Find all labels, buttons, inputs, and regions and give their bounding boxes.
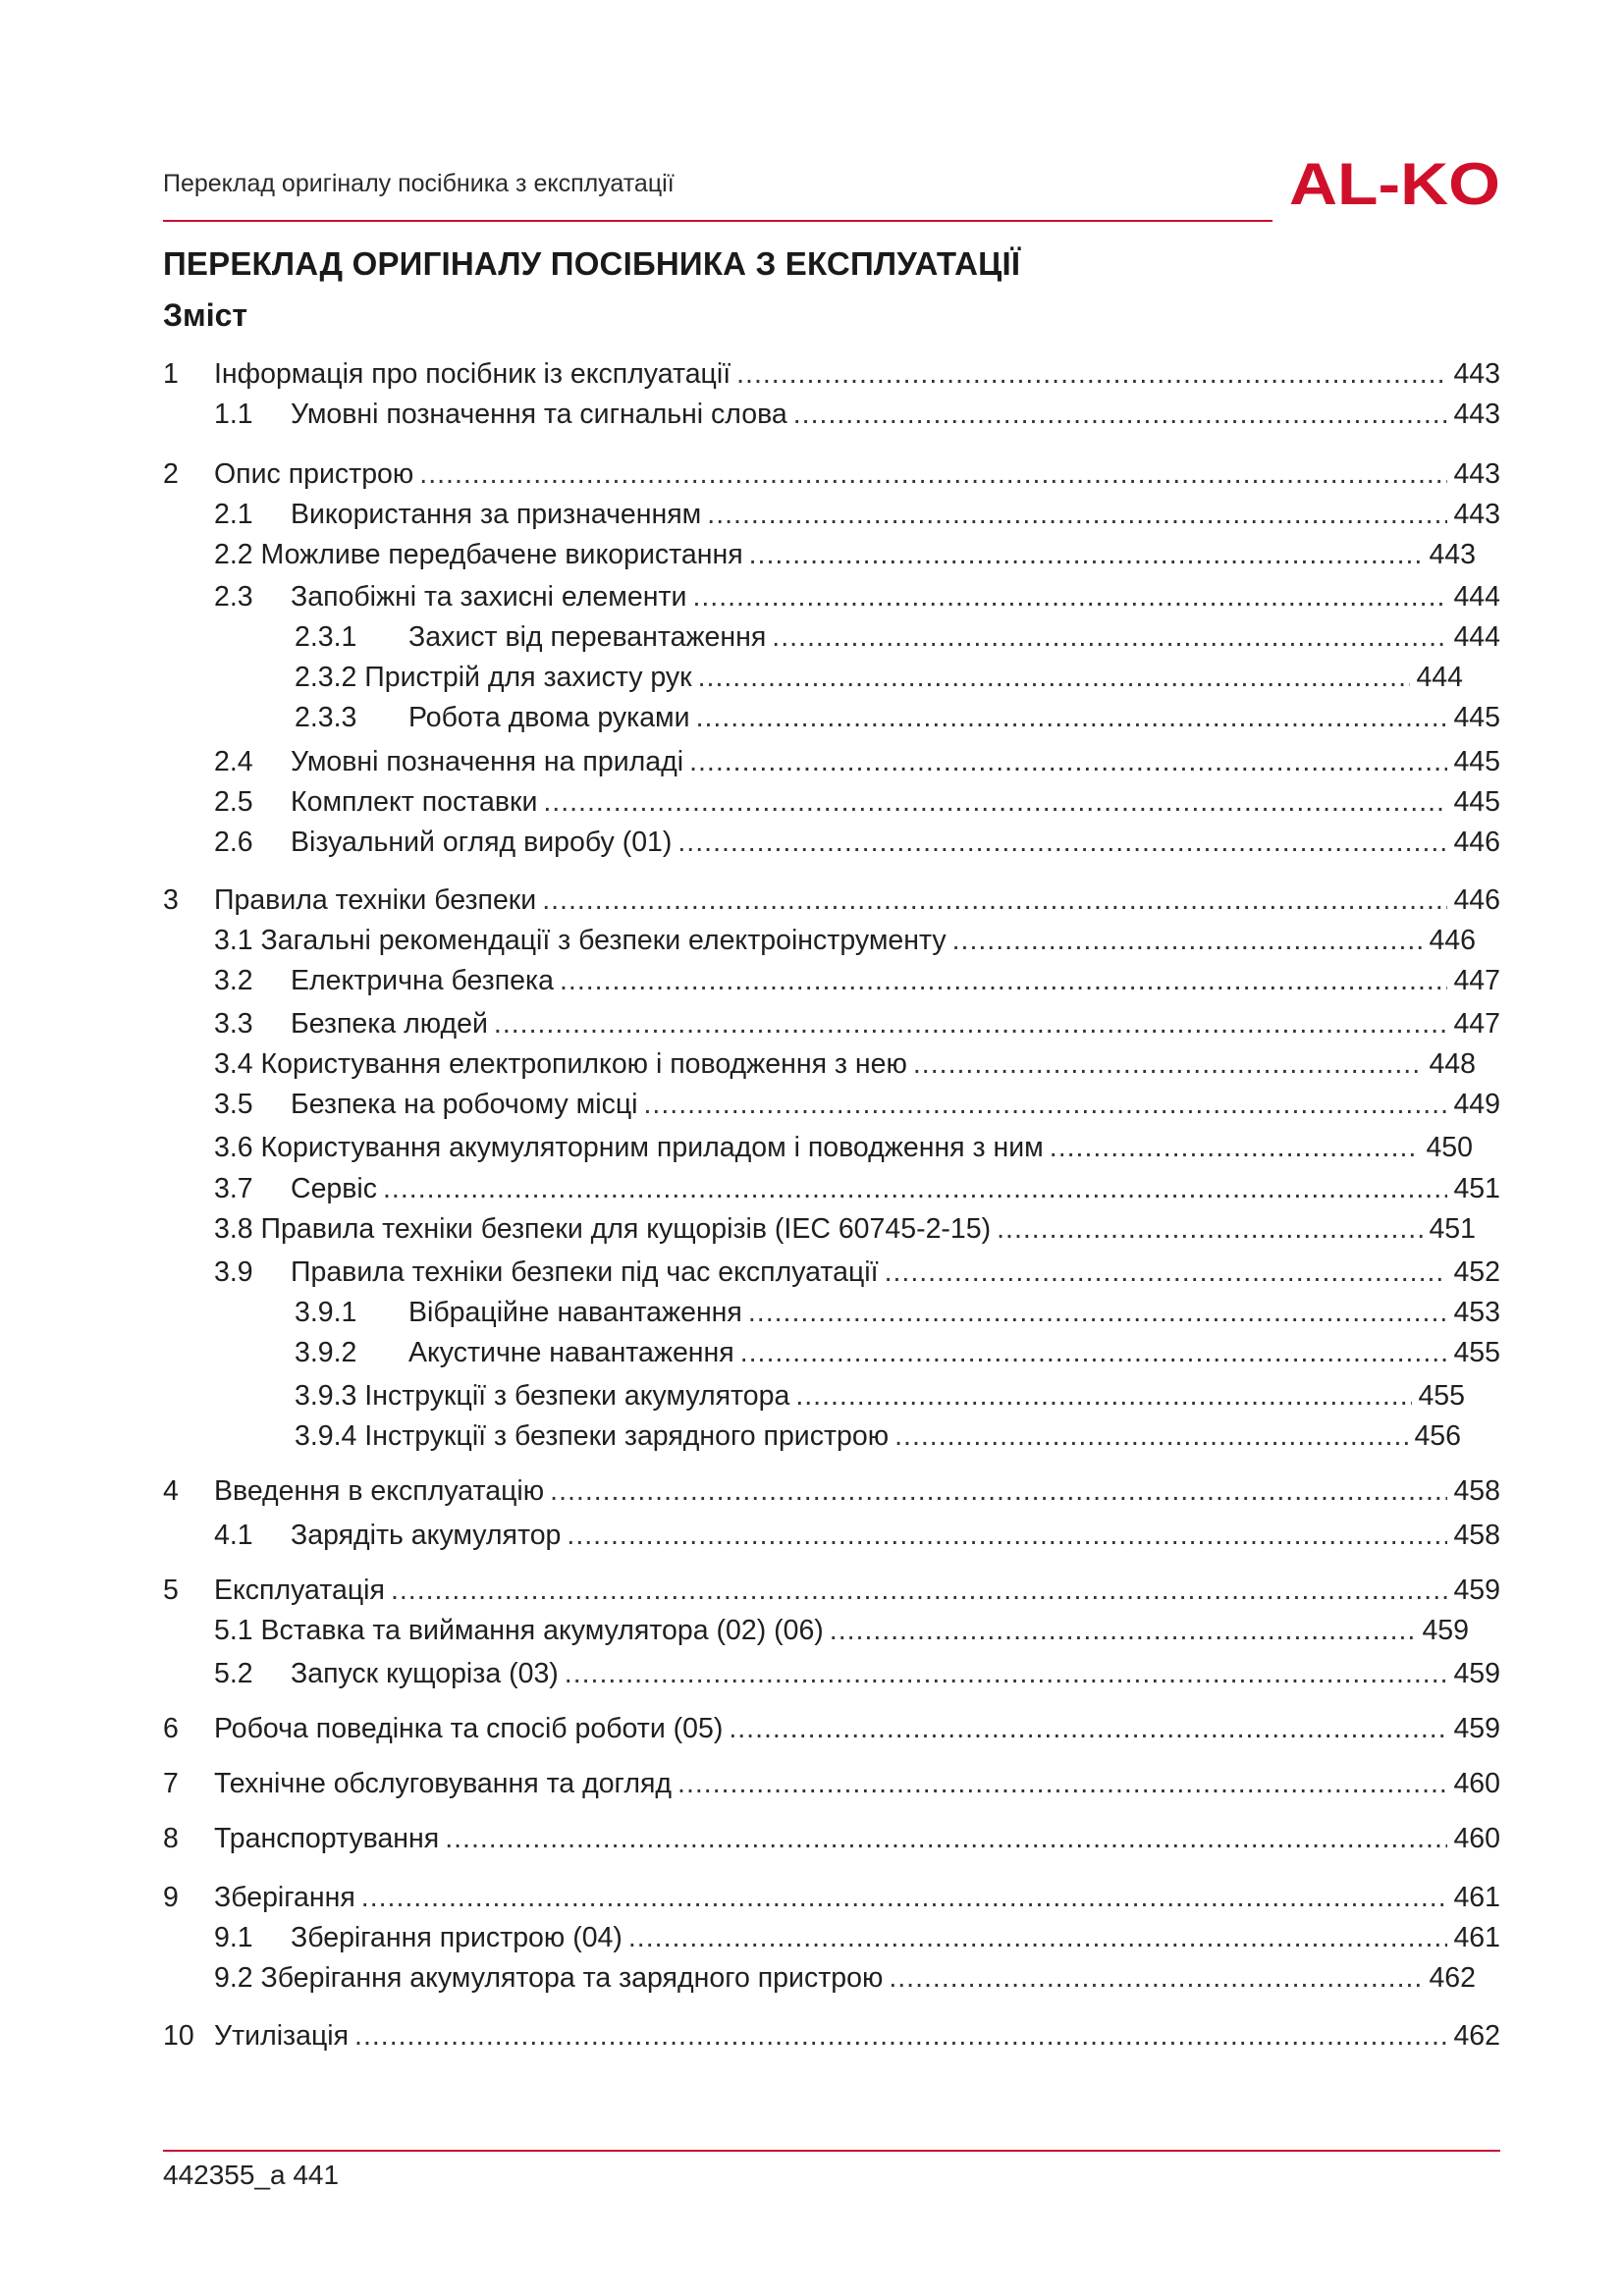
toc-leader-dots — [565, 1657, 1448, 1690]
toc-entry-title: Зарядіть акумулятор — [291, 1520, 562, 1551]
toc-entry-number: 3.9.1 — [295, 1297, 357, 1328]
toc-entry-page: 443 — [1429, 539, 1476, 570]
toc-entry-page: 446 — [1453, 827, 1500, 858]
toc-entry-title: Зберігання — [214, 1882, 355, 1913]
toc-leader-dots — [494, 1007, 1448, 1041]
page-footer: 442355_a 441 — [163, 2160, 340, 2190]
toc-entry-page: 445 — [1453, 702, 1500, 733]
toc-entry-number: 5.2 — [214, 1658, 253, 1689]
toc-entry[interactable] — [214, 964, 1500, 997]
toc-entry-number: 6 — [163, 1713, 179, 1744]
toc-entry[interactable] — [214, 1212, 1476, 1246]
toc-entry-title: Акустичне навантаження — [408, 1337, 734, 1368]
toc-entry-title: Зберігання пристрою (04) — [291, 1922, 623, 1953]
toc-leader-dots — [889, 1961, 1423, 1995]
toc-entry[interactable] — [295, 1419, 1461, 1453]
toc-entry-title: Опис пристрою — [214, 458, 414, 490]
toc-entry-title: Утилізація — [214, 2020, 350, 2052]
toc-entry-page: 461 — [1453, 1922, 1500, 1953]
toc-entry[interactable] — [214, 498, 1500, 531]
toc-entry-title: 3.6 Користування акумуляторним приладом і поводження з ним — [214, 1132, 1044, 1163]
toc-entry-title: Використання за призначенням — [291, 499, 702, 530]
toc-leader-dots — [692, 580, 1447, 614]
toc-leader-dots — [894, 1419, 1408, 1453]
toc-entry-page: 444 — [1453, 581, 1500, 613]
toc-entry[interactable] — [163, 457, 1500, 491]
toc-entry[interactable] — [214, 1961, 1476, 1995]
toc-entry-title: 3.8 Правила техніки безпеки для кущорізів (IEC 60745-2-15) — [214, 1213, 992, 1245]
toc-entry-title: Технічне обслуговування та догляд — [214, 1768, 673, 1799]
toc-leader-dots — [1050, 1131, 1421, 1164]
toc-leader-dots — [795, 1379, 1412, 1413]
toc-entry-title: 9.2 Зберігання акумулятора та зарядного пристрою — [214, 1962, 884, 1994]
toc-entry[interactable] — [214, 924, 1476, 957]
toc-entry[interactable] — [295, 701, 1500, 734]
toc-leader-dots — [698, 661, 1411, 694]
toc-entry-page: 450 — [1426, 1132, 1473, 1163]
toc-entry-title: Правила техніки безпеки — [214, 884, 537, 916]
toc-entry-number: 5 — [163, 1575, 179, 1606]
toc-entry-title: 3.9.3 Інструкції з безпеки акумулятора — [295, 1380, 790, 1412]
toc-leader-dots — [677, 1767, 1447, 1800]
toc-leader-dots — [644, 1088, 1448, 1121]
toc-entry[interactable] — [214, 785, 1500, 819]
toc-entry-title: 5.1 Вставка та виймання акумулятора (02) (06) — [214, 1615, 824, 1646]
toc-leader-dots — [952, 924, 1424, 957]
toc-entry-title: Робота двома руками — [408, 702, 690, 733]
toc-entry[interactable] — [295, 1336, 1500, 1369]
toc-entry-page: 459 — [1453, 1658, 1500, 1689]
toc-entry-number: 3 — [163, 884, 179, 916]
footer-rule — [163, 2150, 1500, 2152]
toc-entry-number: 3.9 — [214, 1256, 253, 1288]
toc-entry-title: Транспортування — [214, 1823, 440, 1854]
alko-logo-text: AL-KO — [1289, 157, 1500, 212]
toc-leader-dots — [361, 1881, 1448, 1914]
toc-entry[interactable] — [163, 1881, 1500, 1914]
toc-entry-page: 459 — [1453, 1575, 1500, 1606]
toc-entry-page: 451 — [1453, 1173, 1500, 1204]
toc-entry-page: 444 — [1453, 621, 1500, 653]
toc-entry-number: 2 — [163, 458, 179, 490]
toc-entry-title: Електрична безпека — [291, 965, 554, 996]
toc-entry-page: 447 — [1453, 1008, 1500, 1040]
toc-entry[interactable] — [163, 357, 1500, 391]
toc-leader-dots — [689, 745, 1447, 778]
toc-leader-dots — [542, 883, 1447, 917]
toc-entry-number: 8 — [163, 1823, 179, 1854]
toc-entry-page: 445 — [1453, 746, 1500, 777]
toc-entry-page: 453 — [1453, 1297, 1500, 1328]
toc-entry-number: 2.6 — [214, 827, 253, 858]
toc-heading: Зміст — [163, 297, 248, 333]
toc-entry[interactable] — [214, 580, 1500, 614]
toc-entry-page: 443 — [1453, 499, 1500, 530]
toc-entry[interactable] — [214, 745, 1500, 778]
toc-leader-dots — [885, 1255, 1448, 1289]
toc-entry[interactable] — [163, 1474, 1500, 1508]
toc-entry[interactable] — [295, 1296, 1500, 1329]
toc-entry[interactable] — [214, 1131, 1473, 1164]
toc-entry[interactable] — [163, 2019, 1500, 2053]
toc-entry-title: Запуск кущоріза (03) — [291, 1658, 559, 1689]
toc-entry-number: 9.1 — [214, 1922, 253, 1953]
toc-leader-dots — [391, 1574, 1448, 1607]
toc-leader-dots — [445, 1822, 1447, 1855]
toc-entry-number: 9 — [163, 1882, 179, 1913]
toc-entry[interactable] — [214, 1007, 1500, 1041]
toc-leader-dots — [707, 498, 1447, 531]
toc-entry-title: Комплект поставки — [291, 786, 538, 818]
toc-entry-page: 446 — [1453, 884, 1500, 916]
toc-entry-number: 3.7 — [214, 1173, 253, 1204]
toc-entry-title: 2.3.2 Пристрій для захисту рук — [295, 662, 692, 693]
toc-entry-title: Сервіс — [291, 1173, 378, 1204]
toc-entry-page: 460 — [1453, 1823, 1500, 1854]
toc-entry[interactable] — [163, 1574, 1500, 1607]
toc-entry-number: 3.9.2 — [295, 1337, 357, 1368]
toc-entry-page: 443 — [1453, 399, 1500, 430]
toc-entry-title: Робоча поведінка та спосіб роботи (05) — [214, 1713, 724, 1744]
toc-entry-title: Умовні позначення на приладі — [291, 746, 684, 777]
toc-entry[interactable] — [214, 398, 1500, 431]
toc-entry-page: 462 — [1453, 2020, 1500, 2052]
toc-entry-title: Безпека на робочому місці — [291, 1089, 638, 1120]
toc-entry-number: 4 — [163, 1475, 179, 1507]
toc-entry-title: Правила техніки безпеки під час експлуатації — [291, 1256, 879, 1288]
toc-entry-title: 2.2 Можливе передбачене використання — [214, 539, 743, 570]
toc-entry-title: Візуальний огляд виробу (01) — [291, 827, 673, 858]
toc-leader-dots — [383, 1172, 1447, 1205]
toc-leader-dots — [736, 357, 1447, 391]
toc-entry-page: 443 — [1453, 358, 1500, 390]
toc-entry[interactable] — [214, 1255, 1500, 1289]
toc-leader-dots — [748, 1296, 1448, 1329]
toc-entry[interactable] — [214, 826, 1500, 859]
toc-entry-page: 451 — [1429, 1213, 1476, 1245]
toc-entry[interactable] — [295, 1379, 1465, 1413]
toc-leader-dots — [729, 1712, 1447, 1745]
toc-leader-dots — [740, 1336, 1448, 1369]
toc-entry[interactable] — [163, 1712, 1500, 1745]
toc-entry[interactable] — [214, 1519, 1500, 1552]
toc-leader-dots — [830, 1614, 1417, 1647]
toc-entry-title: Вібраційне навантаження — [408, 1297, 742, 1328]
toc-entry[interactable] — [214, 1657, 1500, 1690]
toc-entry-page: 459 — [1453, 1713, 1500, 1744]
toc-entry-number: 2.3.1 — [295, 621, 357, 653]
toc-entry-page: 452 — [1453, 1256, 1500, 1288]
toc-entry-number: 2.3 — [214, 581, 253, 613]
toc-entry-title: Запобіжні та захисні елементи — [291, 581, 687, 613]
toc-entry-page: 448 — [1429, 1048, 1476, 1080]
toc-entry[interactable] — [214, 1172, 1500, 1205]
toc-leader-dots — [772, 620, 1447, 654]
toc-leader-dots — [560, 964, 1447, 997]
toc-entry[interactable] — [214, 538, 1476, 571]
toc-entry[interactable] — [163, 1767, 1500, 1800]
toc-leader-dots — [543, 785, 1447, 819]
toc-leader-dots — [793, 398, 1448, 431]
toc-entry-title: Експлуатація — [214, 1575, 385, 1606]
toc-entry-number: 2.3.3 — [295, 702, 357, 733]
document-title: ПЕРЕКЛАД ОРИГІНАЛУ ПОСІБНИКА З ЕКСПЛУАТАЦІЇ — [163, 245, 1021, 282]
toc-leader-dots — [749, 538, 1424, 571]
toc-entry-number: 2.1 — [214, 499, 253, 530]
toc-entry[interactable] — [214, 1047, 1476, 1081]
toc-entry-page: 458 — [1453, 1520, 1500, 1551]
toc-entry-number: 2.4 — [214, 746, 253, 777]
toc-leader-dots — [677, 826, 1447, 859]
toc-leader-dots — [567, 1519, 1447, 1552]
toc-entry-page: 456 — [1414, 1420, 1461, 1452]
toc-entry-number: 1 — [163, 358, 179, 390]
toc-entry-number: 10 — [163, 2020, 194, 2052]
toc-entry-page: 445 — [1453, 786, 1500, 818]
toc-entry-number: 3.5 — [214, 1089, 253, 1120]
toc-entry-page: 446 — [1429, 925, 1476, 956]
toc-entry-number: 7 — [163, 1768, 179, 1799]
toc-entry-number: 1.1 — [214, 399, 253, 430]
toc-entry[interactable] — [295, 620, 1500, 654]
toc-leader-dots — [550, 1474, 1447, 1508]
toc-entry-number: 3.3 — [214, 1008, 253, 1040]
toc-entry-title: Введення в експлуатацію — [214, 1475, 545, 1507]
toc-entry-page: 449 — [1453, 1089, 1500, 1120]
toc-entry-page: 461 — [1453, 1882, 1500, 1913]
toc-entry-page: 455 — [1453, 1337, 1500, 1368]
toc-leader-dots — [696, 701, 1448, 734]
toc-entry-page: 459 — [1422, 1615, 1469, 1646]
toc-leader-dots — [354, 2019, 1447, 2053]
toc-entry-title: Умовні позначення та сигнальні слова — [291, 399, 787, 430]
toc-entry-title: Інформація про посібник із експлуатації — [214, 358, 731, 390]
toc-entry[interactable] — [214, 1088, 1500, 1121]
toc-entry-page: 444 — [1416, 662, 1463, 693]
toc-entry-page: 443 — [1453, 458, 1500, 490]
toc-leader-dots — [628, 1921, 1448, 1954]
running-header: Переклад оригіналу посібника з експлуатації — [163, 170, 675, 197]
toc-entry-page: 460 — [1453, 1768, 1500, 1799]
toc-entry-number: 3.2 — [214, 965, 253, 996]
toc-entry-title: 3.1 Загальні рекомендації з безпеки електроінструменту — [214, 925, 947, 956]
toc-entry-page: 447 — [1453, 965, 1500, 996]
toc-entry-page: 462 — [1429, 1962, 1476, 1994]
toc-leader-dots — [997, 1212, 1423, 1246]
toc-entry-title: Безпека людей — [291, 1008, 488, 1040]
toc-entry-number: 4.1 — [214, 1520, 253, 1551]
toc-leader-dots — [913, 1047, 1424, 1081]
toc-entry[interactable] — [214, 1921, 1500, 1954]
toc-entry[interactable] — [214, 1614, 1469, 1647]
toc-entry[interactable] — [163, 1822, 1500, 1855]
toc-entry[interactable] — [163, 883, 1500, 917]
toc-entry[interactable] — [295, 661, 1463, 694]
toc-entry-title: Захист від перевантаження — [408, 621, 767, 653]
toc-entry-page: 458 — [1453, 1475, 1500, 1507]
toc-entry-page: 455 — [1418, 1380, 1465, 1412]
toc-entry-number: 2.5 — [214, 786, 253, 818]
toc-entry-title: 3.9.4 Інструкції з безпеки зарядного пристрою — [295, 1420, 890, 1452]
toc-leader-dots — [419, 457, 1447, 491]
toc-entry-title: 3.4 Користування електропилкою і поводження з нею — [214, 1048, 907, 1080]
